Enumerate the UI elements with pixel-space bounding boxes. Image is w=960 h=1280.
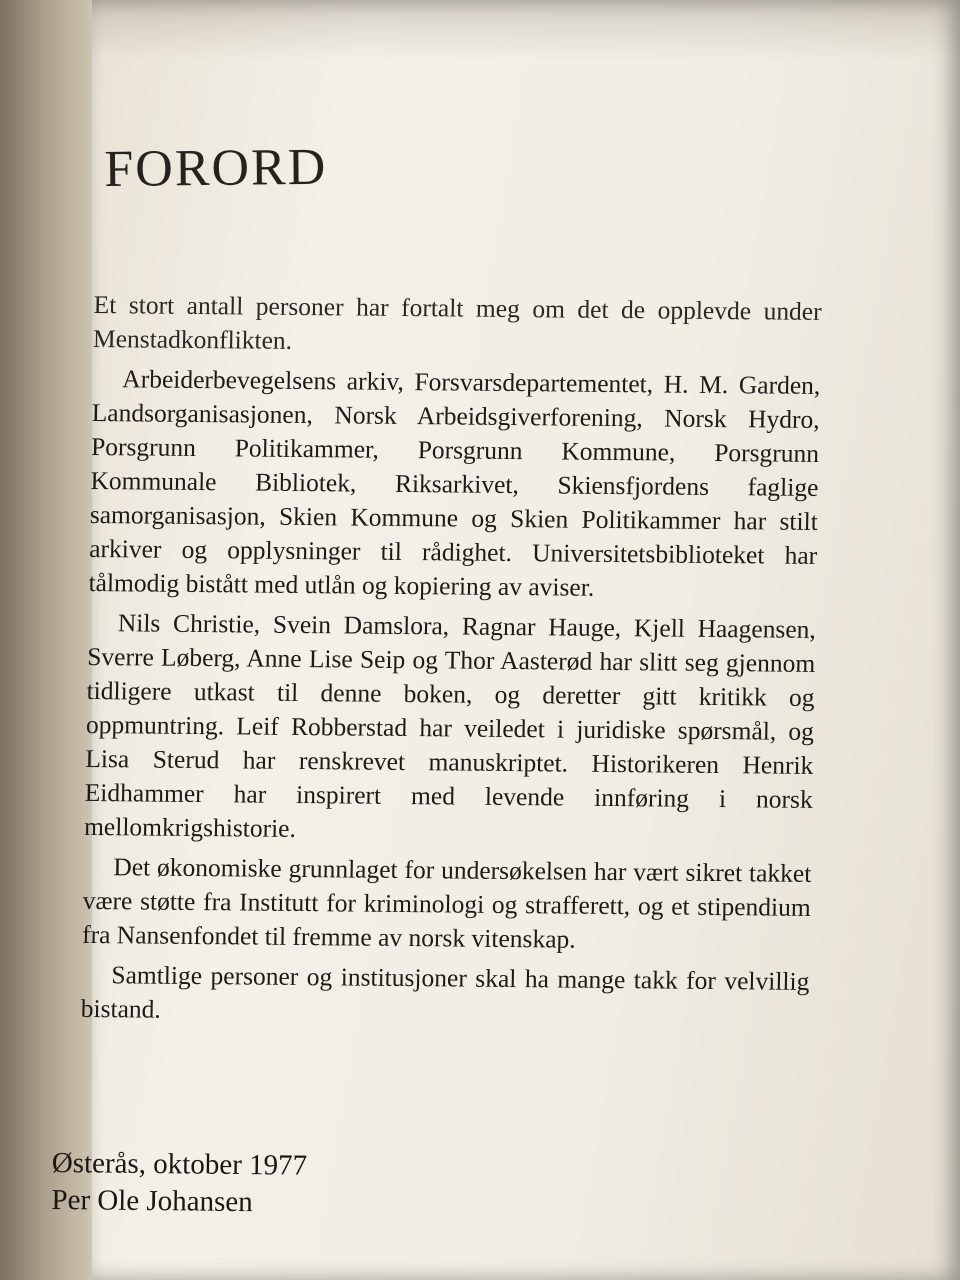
- left-page-edge: [0, 0, 100, 1280]
- top-shadow: [92, 0, 960, 60]
- foreword-body: [80, 288, 822, 1039]
- paragraph-3: Nils Christie, Svein Damslora, Ragnar Hauge, Kjell Haagensen, Sverre Løberg, Anne Lise Seip og Thor Aasterød har slitt seg gjennom tidligere utkast til denne boken, og deretter gitt kritikk og oppmuntring. Leif Robberstad har veiledet i juridiske spørsmål, og Lisa Sterud har renskrevet manuskriptet. Historikeren Henrik Eidhammer har inspirert med levende innføring i norsk mellomkrigshistorie.: [83, 608, 817, 843]
- page-content: [51, 0, 960, 1280]
- paragraph-4: Det økonomiske grunnlaget for undersøkelsen har vært sikret takket være støtte fra Institutt for kriminologi og strafferett, og et stipendium fra Nansenfondet til fremme av norsk vitenskap.: [81, 852, 812, 954]
- paragraph-1: Et stort antall personer har fortalt meg om det de opplevde under Menstadkonflikten.: [92, 289, 822, 355]
- paragraph-5: Samtlige personer og institusjoner skal ha mange takk for velvillig bistand.: [80, 960, 810, 1024]
- book-page: [51, 0, 960, 1280]
- paragraph-2: Arbeiderbevegelsens arkiv, Forsvarsdepartementet, H. M. Garden, Landsorganisasjonen, Norsk Arbeidsgiverforening, Norsk Hydro, Porsgrunn Politikammer, Porsgrunn Kommune, Porsgrunn Kommunale Bibliotek, Riksarkivet, Skiensfjordens faglige samorganisasjon, Skien Kommune og Skien Politikammer har stilt arkiver og opplysninger til rådighet. Universitetsbiblioteket har tålmodig bistått med utlån og kopiering av aviser.: [88, 364, 821, 602]
- page-title: FORORD: [104, 138, 328, 198]
- place-date: Østerås, oktober 1977: [51, 1146, 308, 1182]
- signature-block: [51, 1145, 307, 1222]
- author-name: Per Ole Johansen: [51, 1183, 253, 1219]
